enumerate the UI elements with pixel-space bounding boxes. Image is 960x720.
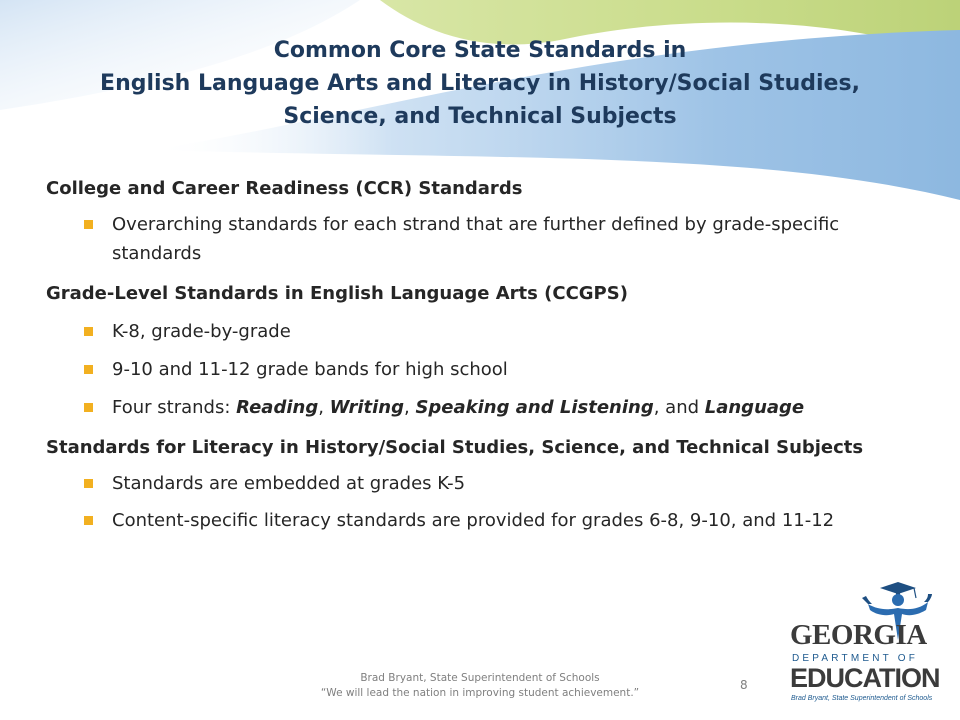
list-item [46, 210, 926, 268]
strand-reading: Reading [236, 397, 319, 418]
bullet-square-icon [84, 220, 93, 229]
strand-speaking-listening: Speaking and Listening [415, 397, 654, 418]
strands-sep: , [403, 397, 416, 418]
list-item [46, 506, 926, 535]
section-heading: Grade-Level Standards in English Language Arts (CCGPS) [46, 283, 628, 304]
list-item [46, 317, 926, 346]
logo-education-text: EDUCATION [790, 663, 940, 693]
logo-georgia-text: GEORGIA [790, 619, 927, 651]
bullet-text: K-8, grade-by-grade [112, 321, 291, 342]
section-heading: Standards for Literacy in History/Social Studies, Science, and Technical Subjects [46, 437, 864, 458]
title-line-2: English Language Arts and Literacy in History/Social Studies, [100, 71, 860, 96]
slide-footer [240, 671, 720, 701]
strands-sep: , [318, 397, 330, 418]
bullet-text: Standards are embedded at grades K-5 [112, 473, 466, 494]
logo-department-text: DEPARTMENT OF [792, 653, 919, 664]
section-literacy [46, 435, 926, 535]
bullet-text: Content-specific literacy standards are provided for grades 6-8, 9-10, and 11-12 [112, 510, 835, 531]
footer-motto: “We will lead the nation in improving student achievement.” [320, 687, 640, 699]
logo-subtitle: Brad Bryant, State Superintendent of Schools [791, 695, 933, 702]
bullet-square-icon [84, 403, 93, 412]
bullet-text: Overarching standards for each strand that are further defined by grade-specific standards [112, 214, 840, 264]
bullet-list [46, 210, 926, 268]
strand-language: Language [704, 397, 805, 418]
section-heading: College and Career Readiness (CCR) Standards [46, 178, 523, 199]
list-item [46, 393, 926, 422]
title-line-3: Science, and Technical Subjects [283, 104, 677, 129]
title-line-1: Common Core State Standards in [273, 38, 687, 63]
bullet-text: 9-10 and 11-12 grade bands for high school [112, 359, 508, 380]
slide-title [40, 34, 920, 133]
bullet-square-icon [84, 479, 93, 488]
footer-superintendent: Brad Bryant, State Superintendent of Schools [360, 672, 600, 684]
georgia-doe-logo [786, 580, 940, 712]
strand-writing: Writing [329, 397, 404, 418]
strands-prefix: Four strands: [112, 397, 237, 418]
page-number: 8 [740, 678, 748, 692]
section-ccr [46, 176, 926, 268]
bullet-list [46, 469, 926, 535]
list-item [46, 355, 926, 384]
bullet-square-icon [84, 327, 93, 336]
bullet-square-icon [84, 365, 93, 374]
slide-content [46, 176, 926, 535]
strands-sep: , and [653, 397, 705, 418]
section-grade-level [46, 281, 926, 422]
list-item [46, 469, 926, 498]
bullet-square-icon [84, 516, 93, 525]
bullet-list [46, 317, 926, 422]
